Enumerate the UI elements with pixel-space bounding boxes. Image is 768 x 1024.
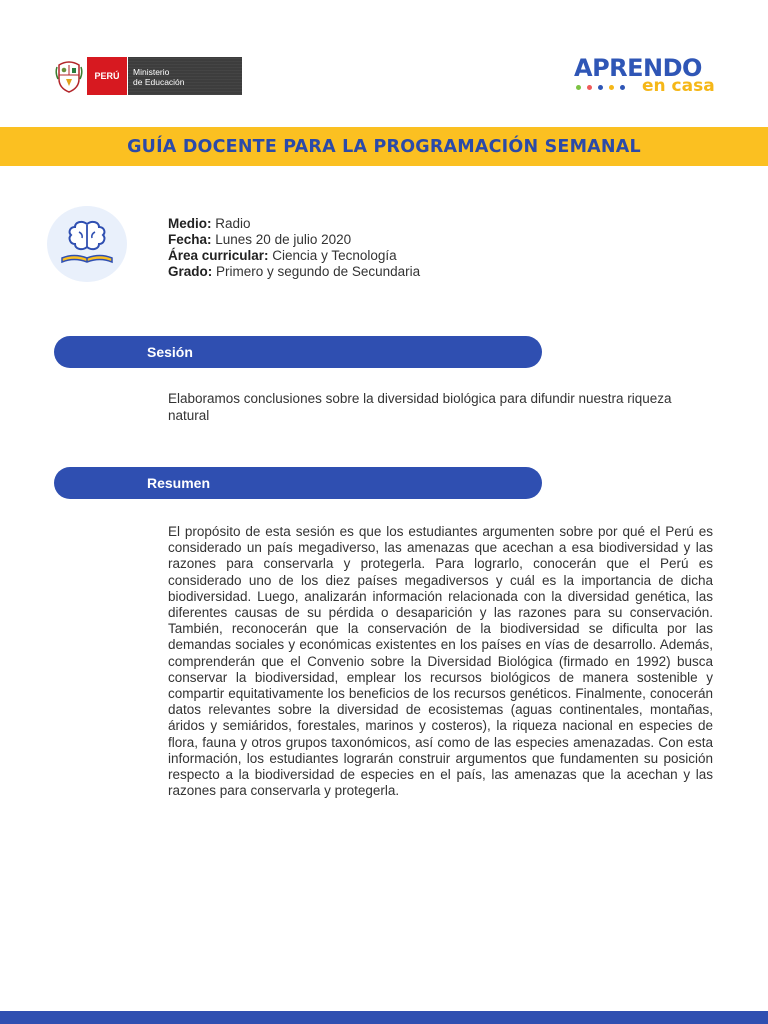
page-title: GUÍA DOCENTE PARA LA PROGRAMACIÓN SEMANAL xyxy=(127,136,641,157)
program-title: APRENDO xyxy=(574,54,702,82)
country-label: PERÚ xyxy=(94,71,120,81)
grado-value: Primero y segundo de Secundaria xyxy=(212,264,421,279)
session-heading: Sesión xyxy=(147,344,193,360)
session-info xyxy=(168,216,420,280)
footer-bar xyxy=(0,1011,768,1024)
area-value: Ciencia y Tecnología xyxy=(268,248,397,263)
logo-dots xyxy=(576,85,625,90)
ministry-label-line2: de Educación xyxy=(133,77,185,87)
grado-label: Grado: xyxy=(168,264,213,279)
summary-text: El propósito de esta sesión es que los estudiantes argumenten sobre por qué el Perú es considerado un país megadiverso, las amenazas que acechan a esa biodiversidad y las razones para conservarla y protegerla. Para lograrlo, conocerán que el Perú es considerado uno de los diez países megadiversos y cuál es la importancia de dicha biodiversidad. Luego, analizarán información relacionada con la diversidad genética, las diferentes causas de su pérdida o desaparición y las razones para su conservación. También, reconocerán que la conservación de la biodiversidad se dificulta por las demandas sociales y económicas existentes en los países en vías de desarrollo. Además, comprenderán que el Convenio sobre la Diversidad Biológica (firmado en 1992) busca conservar la biodiversidad, emplear los recursos biológicos de manera sostenible y compartir equitativamente los beneficios de los recursos genéticos. Finalmente, conocerán datos relevantes sobre la diversidad de ecosistemas (aguas continentales, montañas, áridos y semiáridos, forestales, marinos y costeros), la riqueza nacional en especies de flora, fauna y otros grupos taxonómicos, así como de las especies amenazadas. Con esta información, los estudiantes lograrán construir argumentos que fundamenten su posición respecto a la biodiversidad de especies en el país, las amenazas que la acechan y las razones para conservarla y protegerla. xyxy=(168,524,713,799)
ministry-label xyxy=(127,57,242,95)
brain-book-icon xyxy=(47,206,127,282)
summary-heading: Resumen xyxy=(147,475,211,491)
session-text: Elaboramos conclusiones sobre la diversidad biológica para difundir nuestra riqueza natural xyxy=(168,391,672,423)
ministry-label-line1: Ministerio xyxy=(133,67,170,77)
session-heading-pill xyxy=(54,336,542,368)
title-banner xyxy=(0,127,768,166)
area-label: Área curricular: xyxy=(168,248,269,263)
info-grado xyxy=(168,264,420,280)
medio-label: Medio: xyxy=(168,216,212,231)
national-shield-icon xyxy=(54,57,84,95)
peru-label xyxy=(87,57,127,95)
minedu-logo xyxy=(54,57,242,95)
program-subtitle: en casa xyxy=(642,76,715,96)
fecha-value: Lunes 20 de julio 2020 xyxy=(211,232,352,247)
fecha-label: Fecha: xyxy=(168,232,212,247)
aprendo-en-casa-logo xyxy=(572,54,717,102)
summary-heading-pill xyxy=(54,467,542,499)
medio-value: Radio xyxy=(211,216,251,231)
info-fecha xyxy=(168,232,420,248)
info-area xyxy=(168,248,420,264)
info-medio xyxy=(168,216,420,232)
